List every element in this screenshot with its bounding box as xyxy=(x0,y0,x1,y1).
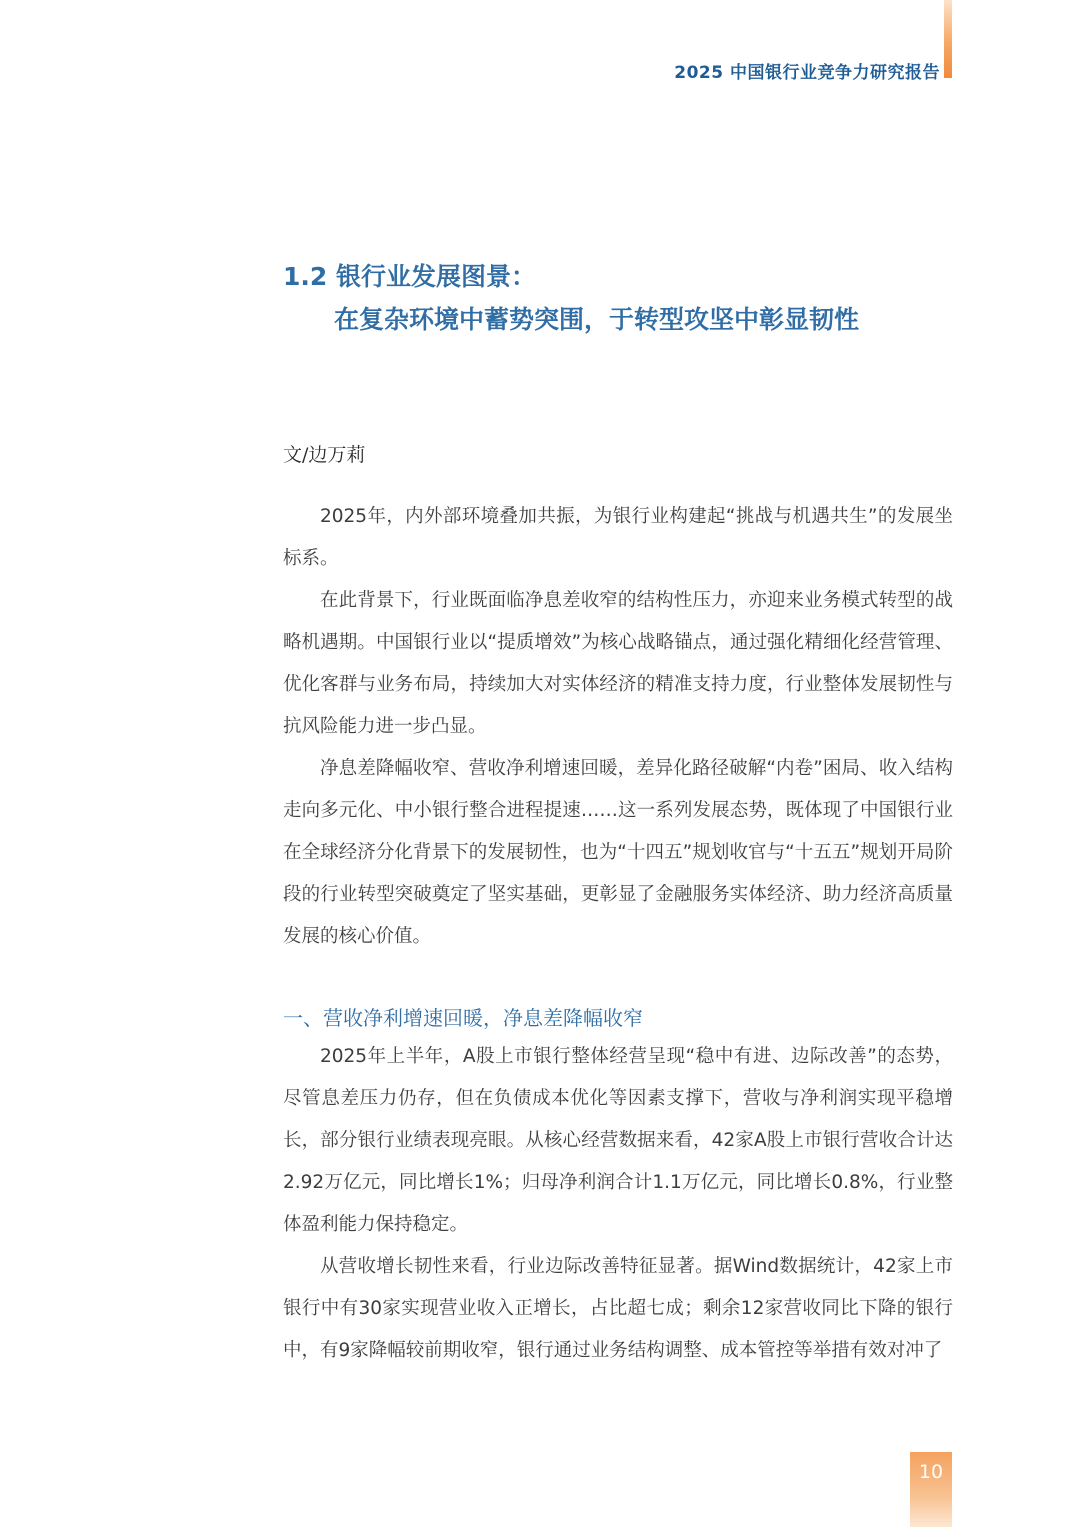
paragraph: 2025年上半年，A股上市银行整体经营呈现“稳中有进、边际改善”的态势，尽管息差压力仍存，但在负债成本优化等因素支撑下，营收与净利润实现平稳增长，部分银行业绩表现亮眼。从核心经营数据来看，42家A股上市银行营收合计达2.92万亿元，同比增长1%；归母净利润合计1.1万亿元，同比增长0.8%，行业整体盈利能力保持稳定。 xyxy=(283,1046,953,1235)
subsection-text xyxy=(283,1036,953,1372)
section-heading xyxy=(283,255,859,341)
intro-text xyxy=(283,496,953,958)
paragraph: 从营收增长韧性来看，行业边际改善特征显著。据Wind数据统计，42家上市银行中有30家实现营业收入正增长，占比超七成；剩余12家营收同比下降的银行中，有9家降幅较前期收窄，银行通过业务结构调整、成本管控等举措有效对冲了 xyxy=(283,1256,953,1361)
page-number: 10 xyxy=(910,1452,952,1527)
report-title: 2025 中国银行业竞争力研究报告 xyxy=(674,63,940,83)
section-heading-line2: 在复杂环境中蓄势突围，于转型攻坚中彰显韧性 xyxy=(334,305,860,334)
paragraph: 净息差降幅收窄、营收净利增速回暖，差异化路径破解“内卷”困局、收入结构走向多元化、中小银行整合进程提速……这一系列发展态势，既体现了中国银行业在全球经济分化背景下的发展韧性，也为“十四五”规划收官与“十五五”规划开局阶段的行业转型突破奠定了坚实基础，更彰显了金融服务实体经济、助力经济高质量发展的核心价值。 xyxy=(283,758,953,947)
author-byline: 文/边万莉 xyxy=(283,444,366,466)
section-heading-line1: 1.2 银行业发展图景： xyxy=(283,262,536,291)
paragraph: 在此背景下，行业既面临净息差收窄的结构性压力，亦迎来业务模式转型的战略机遇期。中国银行业以“提质增效”为核心战略锚点，通过强化精细化经营管理、优化客群与业务布局，持续加大对实体经济的精准支持力度，行业整体发展韧性与抗风险能力进一步凸显。 xyxy=(283,590,953,737)
header-accent-bar xyxy=(944,0,952,78)
subsection-title: 一、营收净利增速回暖，净息差降幅收窄 xyxy=(283,1006,643,1030)
paragraph: 2025年，内外部环境叠加共振，为银行业构建起“挑战与机遇共生”的发展坐标系。 xyxy=(283,506,953,569)
